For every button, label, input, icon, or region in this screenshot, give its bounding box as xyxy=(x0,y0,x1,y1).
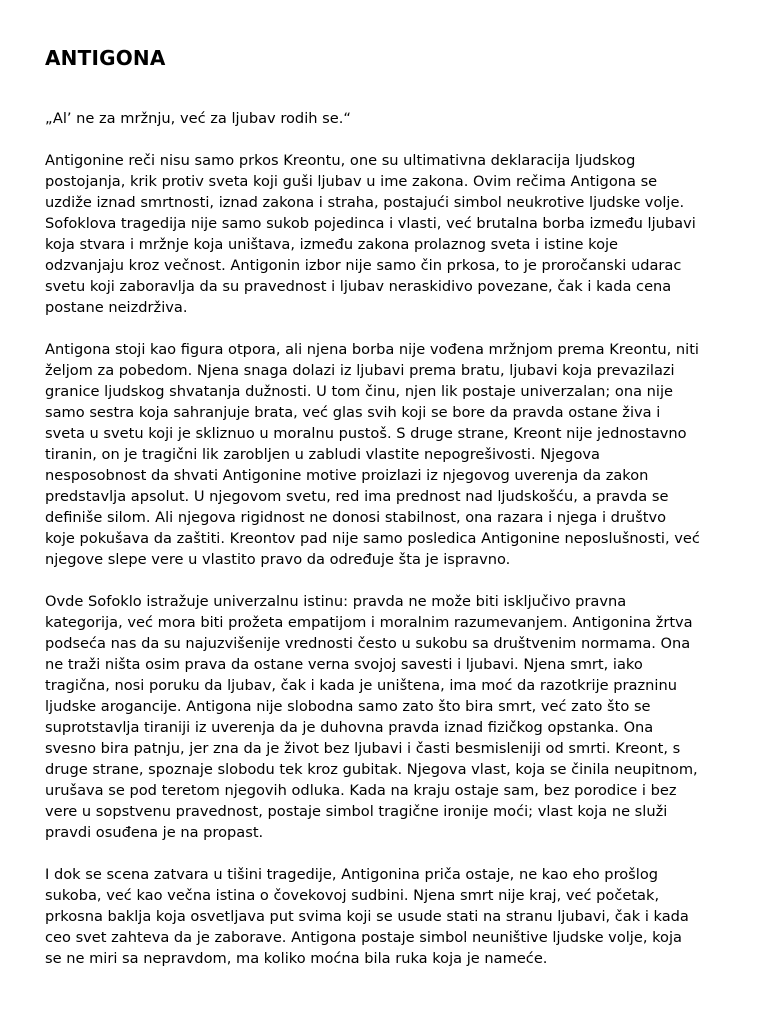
opening-quote: „Al’ ne za mržnju, već za ljubav rodih se.“ xyxy=(45,110,351,127)
document-page xyxy=(45,44,725,969)
paragraph-3: Ovde Sofoklo istražuje univerzalnu istinu: pravda ne može biti isključivo pravna kategorija, već mora biti prožeta empatijom i moralnim razumevanjem. Antigonina žrtva podseća nas da su najuzvišenije vrednosti često u sukobu sa društvenim normama. Ona ne traži ništa osim prava da ostane verna svojoj savesti i ljubavi. Njena smrt, iako tragična, nosi poruku da ljubav, čak i kada je uništena, ima moć da razotkrije prazninu ljudske arogancije. Antigona nije slobodna samo zato što bira smrt, već zato što se suprotstavlja tiraniji iz uverenja da je duhovna pravda iznad fizičkog opstanka. Ona svesno bira patnju, jer zna da je život bez ljubavi i časti besmisleniji od smrti. Kreont, s druge strane, spoznaje slobodu tek kroz gubitak. Njegova vlast, koja se činila neupitnom, urušava se pod teretom njegovih odluka. Kada na kraju ostaje sam, bez porodice i bez vere u sopstvenu pravednost, postaje simbol tragične ironije moći; vlast koja ne služi pravdi osuđena je na propast. xyxy=(45,593,698,841)
paragraph-2: Antigona stoji kao figura otpora, ali njena borba nije vođena mržnjom prema Kreontu, niti željom za pobedom. Njena snaga dolazi iz ljubavi prema bratu, ljubavi koja prevazilazi granice ljudskog shvatanja dužnosti. U tom činu, njen lik postaje univerzalan; ona nije samo sestra koja sahranjuje brata, već glas svih koji se bore da pravda ostane živa i sveta u svetu koji je skliznuo u moralnu pustoš. S druge strane, Kreont nije jednostavno tiranin, on je tragični lik zarobljen u zabludi vlastite nepogrešivosti. Njegova nesposobnost da shvati Antigonine motive proizlazi iz njegovog uverenja da zakon predstavlja apsolut. U njegovom svetu, red ima prednost nad ljudskošću, a pravda se definiše silom. Ali njegova rigidnost ne donosi stabilnost, ona razara i njega i društvo koje pokušava da zaštiti. Kreontov pad nije samo posledica Antigonine neposlušnosti, već njegove slepe vere u vlastito pravo da određuje šta je ispravno. xyxy=(45,341,700,568)
document-title: ANTIGONA xyxy=(45,46,166,70)
paragraph-1: Antigonine reči nisu samo prkos Kreontu, one su ultimativna deklaracija ljudskog postojanja, krik protiv sveta koji guši ljubav u ime zakona. Ovim rečima Antigona se uzdiže iznad smrtnosti, iznad zakona i straha, postajući simbol neukrotive ljudske volje. Sofoklova tragedija nije samo sukob pojedinca i vlasti, već brutalna borba između ljubavi koja stvara i mržnje koja uništava, između zakona prolaznog sveta i istine koje odzvanjaju kroz večnost. Antigonin izbor nije samo čin prkosa, to je proročanski udarac svetu koji zaboravlja da su pravednost i ljubav neraskidivo povezane, čak i kada cena postane neizdrživa. xyxy=(45,152,696,316)
paragraph-4: I dok se scena zatvara u tišini tragedije, Antigonina priča ostaje, ne kao eho prošlog sukoba, već kao večna istina o čovekovoj sudbini. Njena smrt nije kraj, već početak, prkosna baklja koja osvetljava put svima koji se usude stati na stranu ljubavi, čak i kada ceo svet zahteva da je zaborave. Antigona postaje simbol neuništive ljudske volje, koja se ne miri sa nepravdom, ma koliko moćna bila ruka koja je nameće. xyxy=(45,866,689,967)
